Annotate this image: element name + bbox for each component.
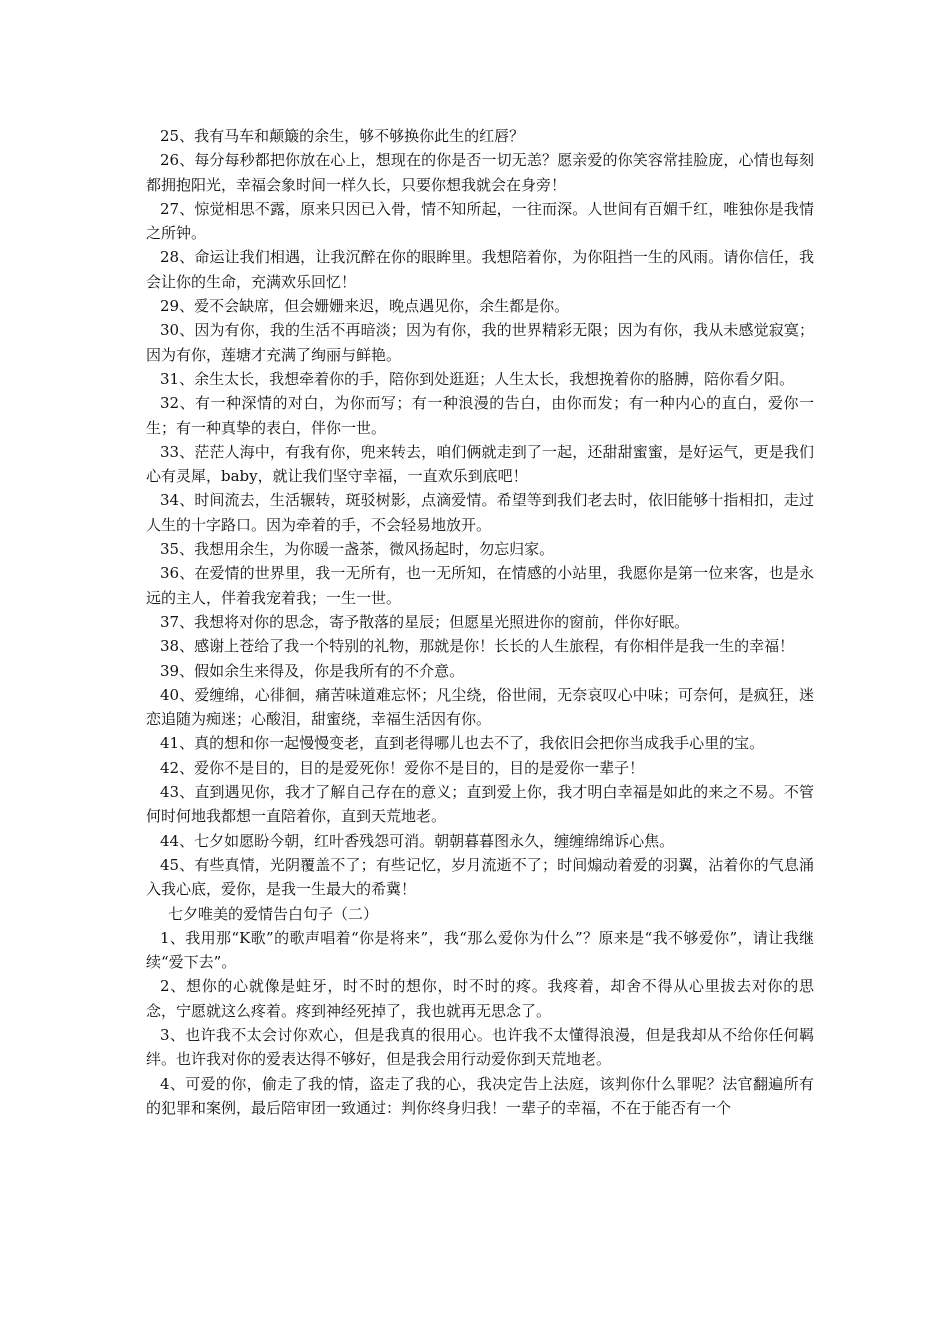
paragraph-28: 28、命运让我们相遇，让我沉醉在你的眼眸里。我想陪着你，为你阻挡一生的风雨。请你信任，我会让你的生命，充满欢乐回忆！	[146, 248, 814, 291]
paragraph-31: 31、余生太长，我想牵着你的手，陪你到处逛逛；人生太长，我想挽着你的胳膊，陪你看夕阳。	[160, 369, 795, 388]
paragraph-1: 1、我用那“K歌”的歌声唱着“你是将来”，我“那么爱你为什么”？原来是“我不够爱你”，请让我继续“爱下去”。	[146, 928, 814, 972]
paragraph-45: 45、有些真情，光阴覆盖不了；有些记忆，岁月流逝不了；时间煽动着爱的羽翼，沾着你的气息涌入我心底，爱你，是我一生最大的希冀！	[146, 855, 814, 899]
paragraph-32: 32、有一种深情的对白，为你而写；有一种浪漫的告白，由你而发；有一种内心的直白，爱你一生；有一种真挚的表白，伴你一世。	[146, 394, 814, 437]
paragraph-29: 29、爱不会缺席，但会姗姗来迟，晚点遇见你，余生都是你。	[160, 297, 570, 316]
paragraph-33: 33、茫茫人海中，有我有你，兜来转去，咱们俩就走到了一起，还甜甜蜜蜜，是好运气，更是我们心有灵犀，baby，就让我们坚守幸福，一直欢乐到底吧！	[146, 442, 814, 486]
paragraph-37: 37、我想将对你的思念，寄予散落的星辰；但愿星光照进你的窗前，伴你好眠。	[160, 612, 690, 631]
paragraph-36: 36、在爱情的世界里，我一无所有，也一无所知，在情感的小站里，我愿你是第一位来客，也是永远的主人，伴着我宠着我；一生一世。	[146, 564, 814, 607]
paragraph-2: 2、想你的心就像是蛀牙，时不时的想你，时不时的疼。我疼着，却舍不得从心里拔去对你的思念，宁愿就这么疼着。疼到神经死掉了，我也就再无思念了。	[146, 977, 814, 1020]
paragraph-38: 38、感谢上苍给了我一个特别的礼物，那就是你！长长的人生旅程，有你相伴是我一生的幸福！	[160, 637, 795, 656]
paragraph-26: 26、每分每秒都把你放在心上，想现在的你是否一切无恙？愿亲爱的你笑容常挂脸庞，心情也每刻都拥抱阳光，幸福会象时间一样久长，只要你想我就会在身旁！	[146, 151, 814, 194]
paragraph-35: 35、我想用余生，为你暖一盏茶，微风扬起时，勿忘归家。	[160, 540, 555, 559]
paragraph-30: 30、因为有你，我的生活不再暗淡；因为有你，我的世界精彩无限；因为有你，我从未感觉寂寞；因为有你，莲塘才充满了绚丽与鲜艳。	[146, 321, 814, 364]
document-body	[146, 124, 814, 1120]
paragraph-41: 41、真的想和你一起慢慢变老，直到老得哪儿也去不了，我依旧会把你当成我手心里的宝。	[160, 734, 765, 753]
paragraph-43: 43、直到遇见你，我才了解自己存在的意义；直到爱上你，我才明白幸福是如此的来之不易。不管何时何地我都想一直陪着你，直到天荒地老。	[146, 783, 814, 826]
paragraph-3: 3、也许我不太会讨你欢心，但是我真的很用心。也许我不太懂得浪漫，但是我却从不给你任何羁绊。也许我对你的爱表达得不够好，但是我会用行动爱你到天荒地老。	[146, 1025, 814, 1069]
paragraph-34: 34、时间流去，生活辗转，斑驳树影，点滴爱情。希望等到我们老去时，依旧能够十指相扣，走过人生的十字路口。因为牵着的手，不会轻易地放开。	[146, 491, 814, 534]
section-heading: 七夕唯美的爱情告白句子（二）	[168, 904, 379, 923]
paragraph-39: 39、假如余生来得及，你是我所有的不介意。	[160, 661, 465, 680]
paragraph-27: 27、惊觉相思不露，原来只因已入骨，情不知所起，一往而深。人世间有百媚千红，唯独你是我情之所钟。	[146, 199, 814, 243]
paragraph-4: 4、可爱的你，偷走了我的情，盗走了我的心，我决定告上法庭，该判你什么罪呢？法官翻遍所有的犯罪和案例，最后陪审团一致通过：判你终身归我！一辈子的幸福，不在于能否有一个	[146, 1074, 814, 1117]
paragraph-25: 25、我有马车和颠簸的余生，够不够换你此生的红唇？	[160, 127, 525, 145]
paragraph-44: 44、七夕如愿盼今朝，红叶香残怨可消。朝朝暮暮图永久，缠缠绵绵诉心焦。	[160, 831, 675, 850]
paragraph-40: 40、爱缠绵，心徘徊，痛苦味道难忘怀；凡尘绕，俗世闹，无奈哀叹心中味；可奈何，是疯狂，迷恋追随为痴迷；心酸泪，甜蜜绕，幸福生活因有你。	[146, 685, 814, 729]
paragraph-42: 42、爱你不是目的，目的是爱死你！爱你不是目的，目的是爱你一辈子！	[160, 758, 645, 777]
